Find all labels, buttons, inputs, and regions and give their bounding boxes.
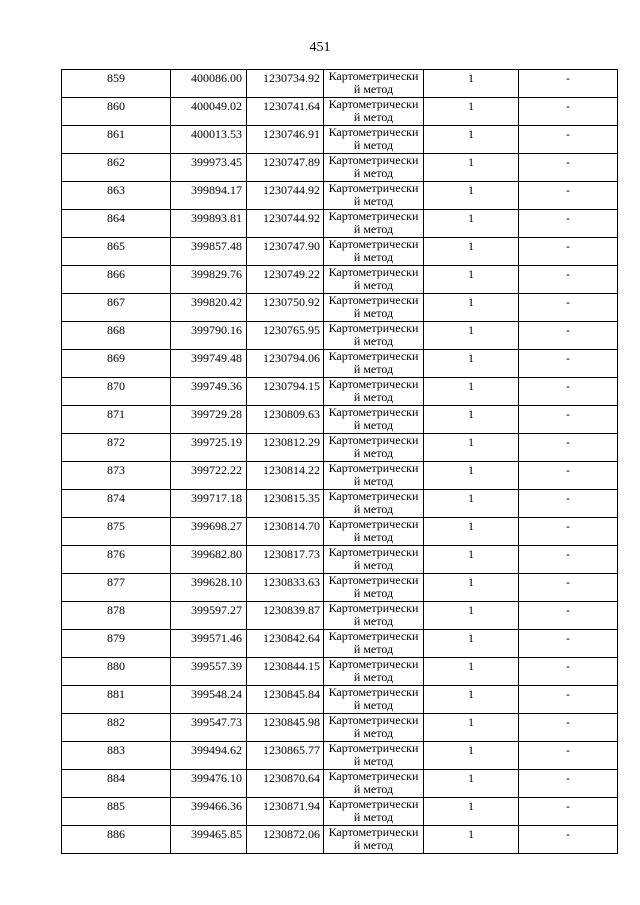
method-cell	[324, 490, 424, 518]
x-coordinate-cell: 399557.39	[171, 658, 247, 686]
y-coordinate-cell: 1230845.98	[247, 714, 324, 742]
method-line-1: Картометрически	[328, 181, 419, 195]
method-line-1: Картометрически	[328, 489, 419, 503]
table-row	[62, 406, 618, 434]
point-number-cell: 867	[62, 294, 171, 322]
method-line-2: й метод	[353, 670, 394, 684]
point-number-cell: 872	[62, 434, 171, 462]
point-number-cell: 868	[62, 322, 171, 350]
y-coordinate-cell: 1230815.35	[247, 490, 324, 518]
x-coordinate-cell: 399597.27	[171, 602, 247, 630]
table-row	[62, 630, 618, 658]
method-cell	[324, 826, 424, 854]
table-row	[62, 434, 618, 462]
accuracy-cell: 1	[424, 98, 519, 126]
point-number-cell: 874	[62, 490, 171, 518]
table-row	[62, 154, 618, 182]
table-row	[62, 546, 618, 574]
table-row	[62, 686, 618, 714]
method-line-1: Картометрически	[328, 377, 419, 391]
accuracy-cell: 1	[424, 322, 519, 350]
method-line-2: й метод	[353, 726, 394, 740]
method-cell	[324, 462, 424, 490]
point-number-cell: 862	[62, 154, 171, 182]
method-line-1: Картометрически	[328, 265, 419, 279]
method-cell	[324, 266, 424, 294]
x-coordinate-cell: 399725.19	[171, 434, 247, 462]
note-cell: -	[519, 518, 618, 546]
x-coordinate-cell: 399790.16	[171, 322, 247, 350]
note-cell: -	[519, 126, 618, 154]
method-line-1: Картометрически	[328, 657, 419, 671]
accuracy-cell: 1	[424, 798, 519, 826]
method-cell	[324, 434, 424, 462]
table-row	[62, 98, 618, 126]
y-coordinate-cell: 1230749.22	[247, 266, 324, 294]
method-line-1: Картометрически	[328, 97, 419, 111]
x-coordinate-cell: 399682.80	[171, 546, 247, 574]
method-cell	[324, 630, 424, 658]
method-line-2: й метод	[353, 810, 394, 824]
method-line-1: Картометрически	[328, 769, 419, 783]
accuracy-cell: 1	[424, 546, 519, 574]
method-cell	[324, 742, 424, 770]
coordinates-table-body	[62, 70, 618, 854]
point-number-cell: 880	[62, 658, 171, 686]
method-cell	[324, 294, 424, 322]
point-number-cell: 886	[62, 826, 171, 854]
table-row	[62, 798, 618, 826]
table-row	[62, 714, 618, 742]
note-cell: -	[519, 798, 618, 826]
method-line-2: й метод	[353, 838, 394, 852]
x-coordinate-cell: 399722.22	[171, 462, 247, 490]
accuracy-cell: 1	[424, 294, 519, 322]
x-coordinate-cell: 399571.46	[171, 630, 247, 658]
table-row	[62, 518, 618, 546]
y-coordinate-cell: 1230794.15	[247, 378, 324, 406]
method-line-2: й метод	[353, 362, 394, 376]
method-line-1: Картометрически	[328, 293, 419, 307]
accuracy-cell: 1	[424, 462, 519, 490]
method-line-1: Картометрически	[328, 713, 419, 727]
x-coordinate-cell: 399547.73	[171, 714, 247, 742]
method-line-2: й метод	[353, 642, 394, 656]
x-coordinate-cell: 400086.00	[171, 70, 247, 98]
note-cell: -	[519, 350, 618, 378]
note-cell: -	[519, 742, 618, 770]
note-cell: -	[519, 210, 618, 238]
x-coordinate-cell: 399466.36	[171, 798, 247, 826]
method-line-2: й метод	[353, 110, 394, 124]
note-cell: -	[519, 462, 618, 490]
table-row	[62, 70, 618, 98]
x-coordinate-cell: 399857.48	[171, 238, 247, 266]
note-cell: -	[519, 490, 618, 518]
method-cell	[324, 686, 424, 714]
method-line-2: й метод	[353, 754, 394, 768]
y-coordinate-cell: 1230845.84	[247, 686, 324, 714]
x-coordinate-cell: 399973.45	[171, 154, 247, 182]
y-coordinate-cell: 1230809.63	[247, 406, 324, 434]
x-coordinate-cell: 400013.53	[171, 126, 247, 154]
point-number-cell: 863	[62, 182, 171, 210]
method-line-1: Картометрически	[328, 797, 419, 811]
table-row	[62, 658, 618, 686]
point-number-cell: 866	[62, 266, 171, 294]
y-coordinate-cell: 1230871.94	[247, 798, 324, 826]
method-line-1: Картометрически	[328, 685, 419, 699]
method-line-1: Картометрически	[328, 349, 419, 363]
x-coordinate-cell: 399717.18	[171, 490, 247, 518]
method-cell	[324, 714, 424, 742]
point-number-cell: 875	[62, 518, 171, 546]
y-coordinate-cell: 1230765.95	[247, 322, 324, 350]
note-cell: -	[519, 294, 618, 322]
note-cell: -	[519, 686, 618, 714]
method-line-1: Картометрически	[328, 573, 419, 587]
method-line-2: й метод	[353, 222, 394, 236]
table-row	[62, 602, 618, 630]
method-cell	[324, 70, 424, 98]
accuracy-cell: 1	[424, 826, 519, 854]
table-row	[62, 742, 618, 770]
method-line-2: й метод	[353, 278, 394, 292]
accuracy-cell: 1	[424, 742, 519, 770]
method-line-2: й метод	[353, 530, 394, 544]
method-line-1: Картометрически	[328, 601, 419, 615]
point-number-cell: 881	[62, 686, 171, 714]
note-cell: -	[519, 574, 618, 602]
method-line-2: й метод	[353, 138, 394, 152]
table-row	[62, 770, 618, 798]
point-number-cell: 883	[62, 742, 171, 770]
table-row	[62, 266, 618, 294]
point-number-cell: 877	[62, 574, 171, 602]
table-row	[62, 238, 618, 266]
note-cell: -	[519, 602, 618, 630]
method-line-1: Картометрически	[328, 825, 419, 839]
method-line-2: й метод	[353, 334, 394, 348]
point-number-cell: 871	[62, 406, 171, 434]
point-number-cell: 873	[62, 462, 171, 490]
method-line-2: й метод	[353, 698, 394, 712]
method-cell	[324, 322, 424, 350]
y-coordinate-cell: 1230814.70	[247, 518, 324, 546]
accuracy-cell: 1	[424, 378, 519, 406]
y-coordinate-cell: 1230744.92	[247, 210, 324, 238]
accuracy-cell: 1	[424, 630, 519, 658]
x-coordinate-cell: 399820.42	[171, 294, 247, 322]
accuracy-cell: 1	[424, 154, 519, 182]
point-number-cell: 870	[62, 378, 171, 406]
point-number-cell: 878	[62, 602, 171, 630]
accuracy-cell: 1	[424, 686, 519, 714]
x-coordinate-cell: 399894.17	[171, 182, 247, 210]
y-coordinate-cell: 1230817.73	[247, 546, 324, 574]
note-cell: -	[519, 238, 618, 266]
table-row	[62, 294, 618, 322]
method-cell	[324, 154, 424, 182]
accuracy-cell: 1	[424, 70, 519, 98]
note-cell: -	[519, 406, 618, 434]
page-number: 451	[309, 40, 331, 55]
method-line-1: Картометрически	[328, 153, 419, 167]
note-cell: -	[519, 658, 618, 686]
table-row	[62, 378, 618, 406]
x-coordinate-cell: 399749.48	[171, 350, 247, 378]
point-number-cell: 869	[62, 350, 171, 378]
method-line-2: й метод	[353, 586, 394, 600]
point-number-cell: 879	[62, 630, 171, 658]
y-coordinate-cell: 1230794.06	[247, 350, 324, 378]
accuracy-cell: 1	[424, 574, 519, 602]
x-coordinate-cell: 399893.81	[171, 210, 247, 238]
table-row	[62, 322, 618, 350]
method-line-1: Картометрически	[328, 629, 419, 643]
accuracy-cell: 1	[424, 434, 519, 462]
y-coordinate-cell: 1230842.64	[247, 630, 324, 658]
note-cell: -	[519, 770, 618, 798]
point-number-cell: 865	[62, 238, 171, 266]
accuracy-cell: 1	[424, 714, 519, 742]
method-line-1: Картометрически	[328, 461, 419, 475]
method-line-2: й метод	[353, 418, 394, 432]
method-line-2: й метод	[353, 446, 394, 460]
y-coordinate-cell: 1230839.87	[247, 602, 324, 630]
point-number-cell: 859	[62, 70, 171, 98]
note-cell: -	[519, 266, 618, 294]
y-coordinate-cell: 1230741.64	[247, 98, 324, 126]
accuracy-cell: 1	[424, 350, 519, 378]
method-cell	[324, 378, 424, 406]
note-cell: -	[519, 378, 618, 406]
y-coordinate-cell: 1230814.22	[247, 462, 324, 490]
method-cell	[324, 406, 424, 434]
method-cell	[324, 602, 424, 630]
method-line-2: й метод	[353, 82, 394, 96]
x-coordinate-cell: 399749.36	[171, 378, 247, 406]
accuracy-cell: 1	[424, 210, 519, 238]
table-row	[62, 574, 618, 602]
note-cell: -	[519, 154, 618, 182]
note-cell: -	[519, 546, 618, 574]
y-coordinate-cell: 1230812.29	[247, 434, 324, 462]
note-cell: -	[519, 70, 618, 98]
y-coordinate-cell: 1230746.91	[247, 126, 324, 154]
accuracy-cell: 1	[424, 602, 519, 630]
method-line-1: Картометрически	[328, 405, 419, 419]
method-cell	[324, 126, 424, 154]
method-line-2: й метод	[353, 166, 394, 180]
method-line-1: Картометрически	[328, 545, 419, 559]
method-line-1: Картометрически	[328, 69, 419, 83]
method-line-2: й метод	[353, 306, 394, 320]
method-cell	[324, 182, 424, 210]
method-line-2: й метод	[353, 558, 394, 572]
point-number-cell: 860	[62, 98, 171, 126]
method-line-2: й метод	[353, 614, 394, 628]
x-coordinate-cell: 399548.24	[171, 686, 247, 714]
method-line-1: Картометрически	[328, 517, 419, 531]
table-row	[62, 126, 618, 154]
accuracy-cell: 1	[424, 770, 519, 798]
note-cell: -	[519, 322, 618, 350]
note-cell: -	[519, 630, 618, 658]
table-row	[62, 350, 618, 378]
y-coordinate-cell: 1230872.06	[247, 826, 324, 854]
accuracy-cell: 1	[424, 406, 519, 434]
accuracy-cell: 1	[424, 518, 519, 546]
table-row	[62, 490, 618, 518]
accuracy-cell: 1	[424, 126, 519, 154]
table-row	[62, 210, 618, 238]
method-cell	[324, 574, 424, 602]
method-line-1: Картометрически	[328, 209, 419, 223]
y-coordinate-cell: 1230747.89	[247, 154, 324, 182]
method-line-1: Картометрически	[328, 741, 419, 755]
y-coordinate-cell: 1230865.77	[247, 742, 324, 770]
method-line-2: й метод	[353, 390, 394, 404]
point-number-cell: 884	[62, 770, 171, 798]
method-line-1: Картометрически	[328, 237, 419, 251]
method-line-1: Картометрически	[328, 125, 419, 139]
x-coordinate-cell: 399729.28	[171, 406, 247, 434]
method-line-1: Картометрически	[328, 433, 419, 447]
method-cell	[324, 238, 424, 266]
method-cell	[324, 798, 424, 826]
x-coordinate-cell: 399628.10	[171, 574, 247, 602]
method-line-2: й метод	[353, 194, 394, 208]
accuracy-cell: 1	[424, 658, 519, 686]
accuracy-cell: 1	[424, 182, 519, 210]
coordinates-table	[61, 69, 618, 854]
y-coordinate-cell: 1230844.15	[247, 658, 324, 686]
point-number-cell: 882	[62, 714, 171, 742]
y-coordinate-cell: 1230747.90	[247, 238, 324, 266]
method-cell	[324, 770, 424, 798]
method-cell	[324, 546, 424, 574]
y-coordinate-cell: 1230744.92	[247, 182, 324, 210]
method-line-2: й метод	[353, 782, 394, 796]
x-coordinate-cell: 399465.85	[171, 826, 247, 854]
accuracy-cell: 1	[424, 490, 519, 518]
table-row	[62, 182, 618, 210]
point-number-cell: 864	[62, 210, 171, 238]
method-cell	[324, 658, 424, 686]
method-line-2: й метод	[353, 474, 394, 488]
method-cell	[324, 210, 424, 238]
x-coordinate-cell: 399476.10	[171, 770, 247, 798]
x-coordinate-cell: 399698.27	[171, 518, 247, 546]
method-line-2: й метод	[353, 250, 394, 264]
table-row	[62, 462, 618, 490]
y-coordinate-cell: 1230870.64	[247, 770, 324, 798]
note-cell: -	[519, 182, 618, 210]
table-row	[62, 826, 618, 854]
method-cell	[324, 350, 424, 378]
note-cell: -	[519, 826, 618, 854]
point-number-cell: 885	[62, 798, 171, 826]
note-cell: -	[519, 434, 618, 462]
y-coordinate-cell: 1230734.92	[247, 70, 324, 98]
y-coordinate-cell: 1230833.63	[247, 574, 324, 602]
method-line-2: й метод	[353, 502, 394, 516]
x-coordinate-cell: 399494.62	[171, 742, 247, 770]
y-coordinate-cell: 1230750.92	[247, 294, 324, 322]
point-number-cell: 861	[62, 126, 171, 154]
method-cell	[324, 518, 424, 546]
x-coordinate-cell: 399829.76	[171, 266, 247, 294]
accuracy-cell: 1	[424, 238, 519, 266]
x-coordinate-cell: 400049.02	[171, 98, 247, 126]
point-number-cell: 876	[62, 546, 171, 574]
note-cell: -	[519, 714, 618, 742]
accuracy-cell: 1	[424, 266, 519, 294]
method-cell	[324, 98, 424, 126]
note-cell: -	[519, 98, 618, 126]
method-line-1: Картометрически	[328, 321, 419, 335]
